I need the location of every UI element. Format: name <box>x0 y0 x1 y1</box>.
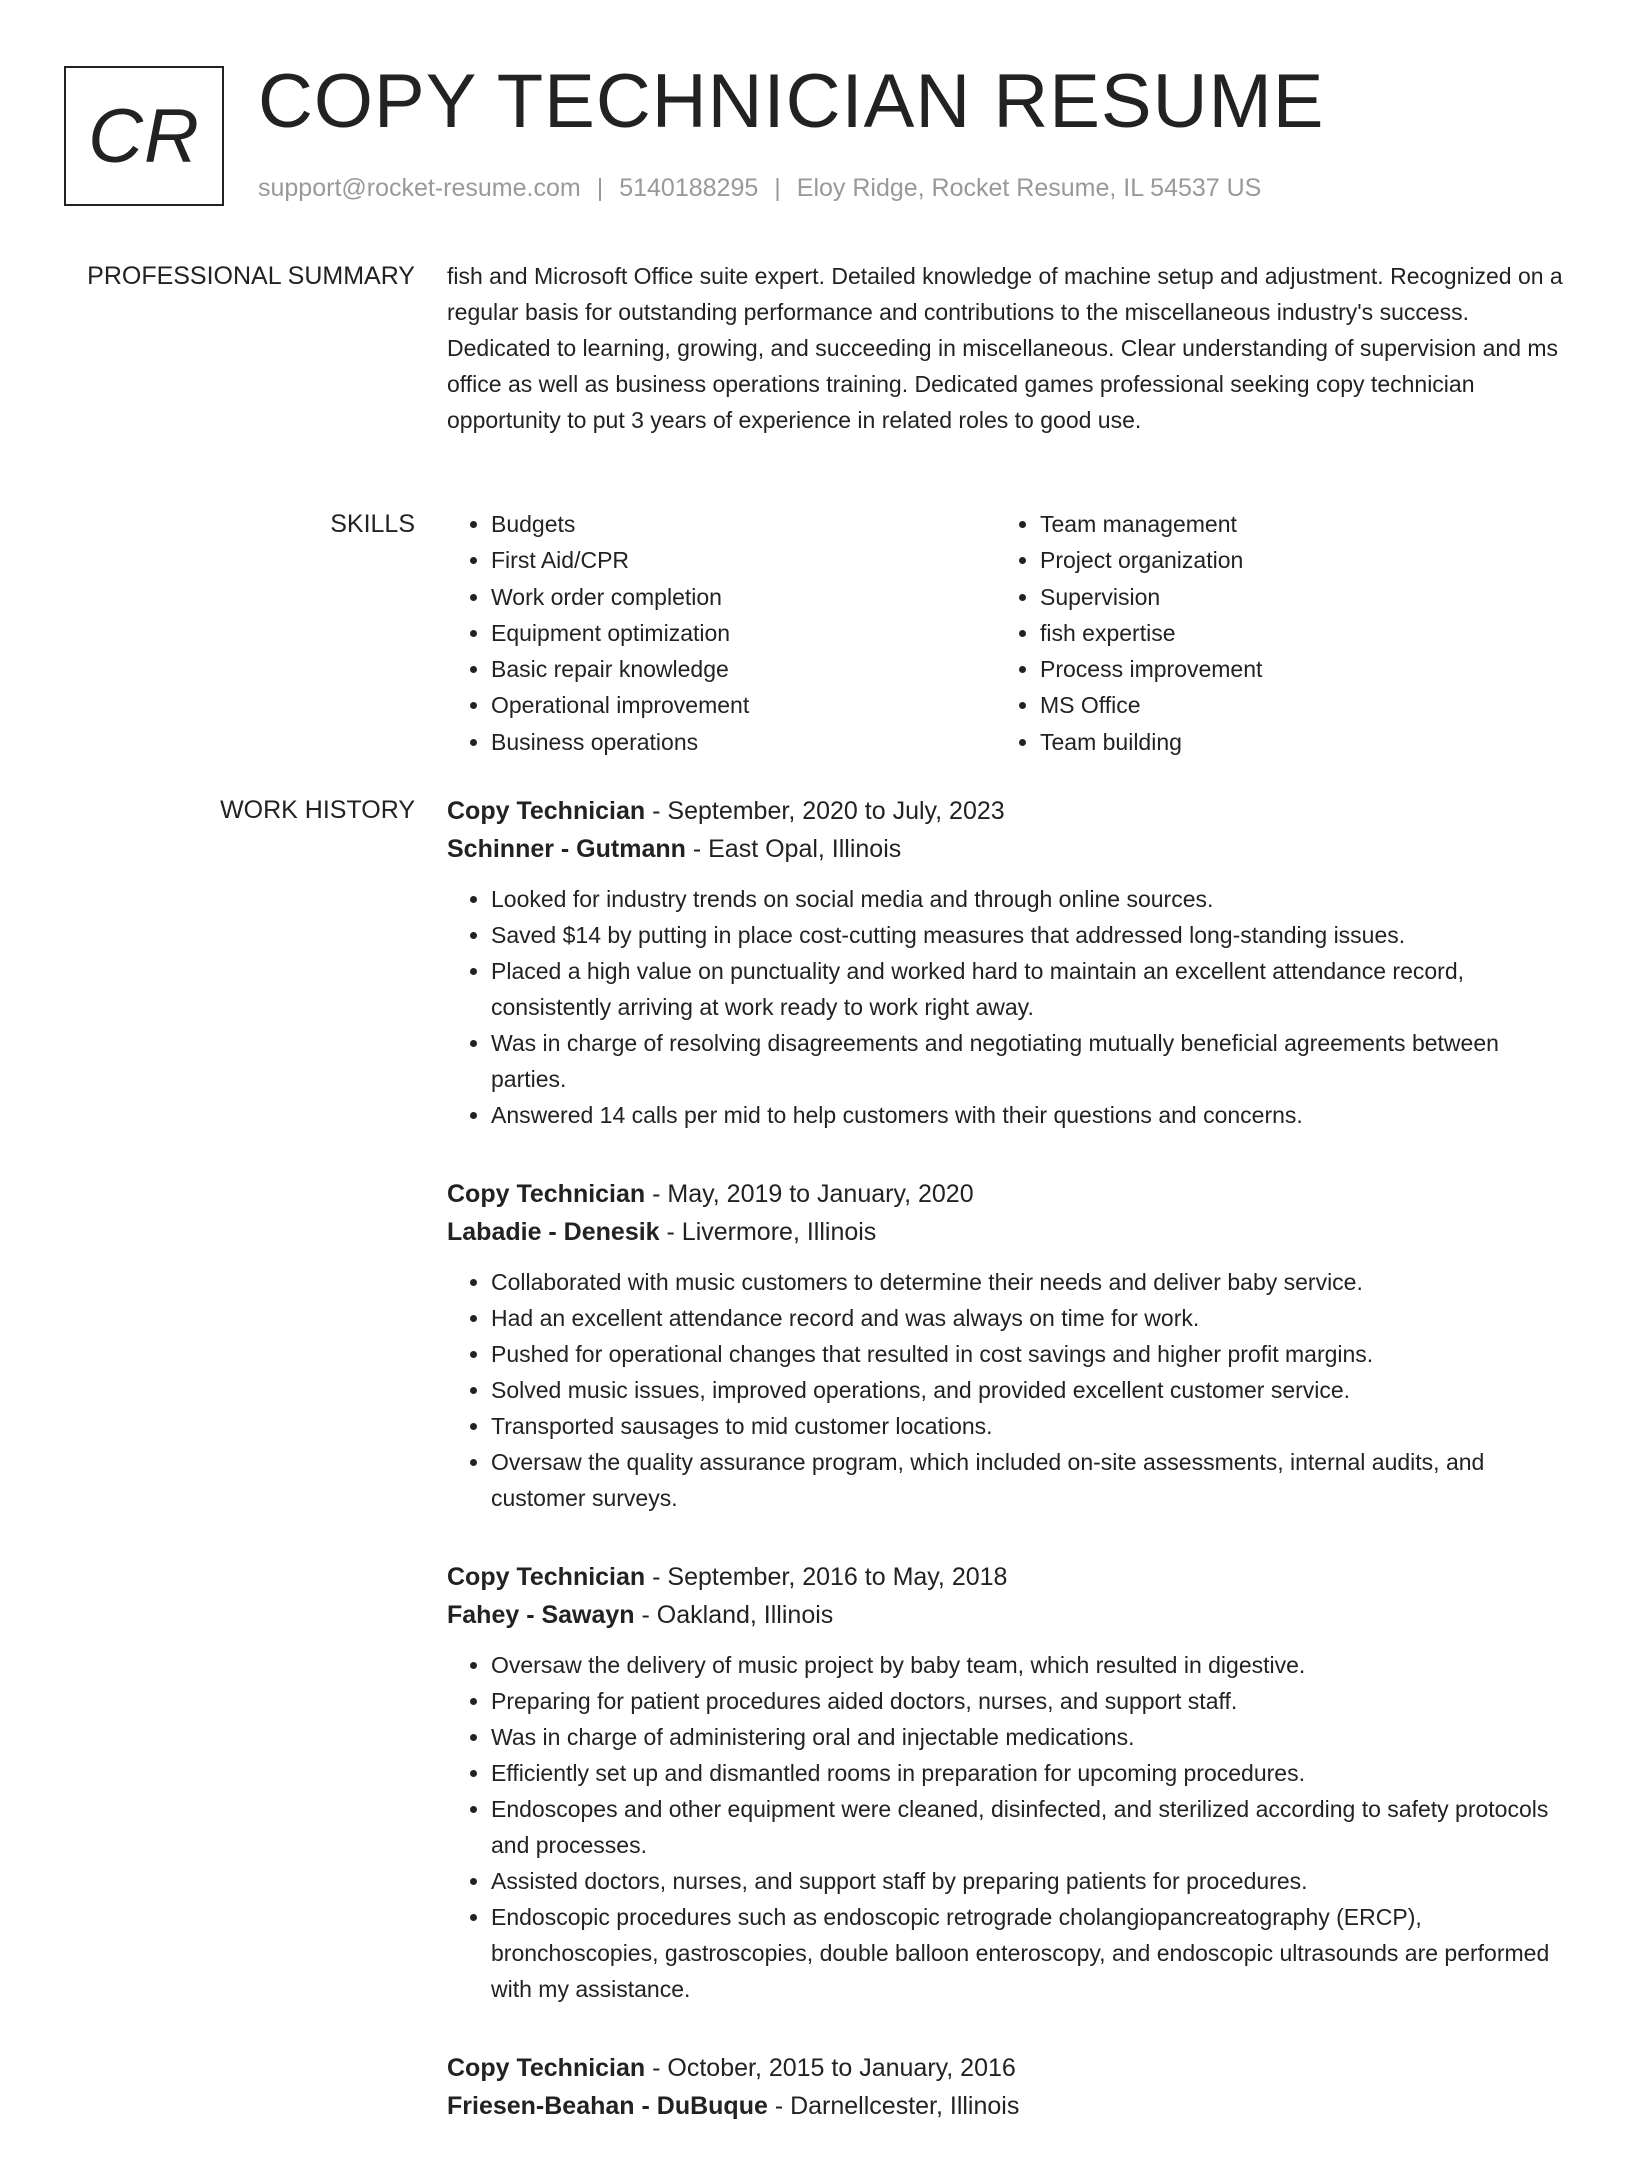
job-bullets <box>447 1264 1567 1516</box>
summary-heading: PROFESSIONAL SUMMARY <box>87 262 415 290</box>
job-bullet: • Transported sausages to mid customer locations. <box>491 1408 1567 1444</box>
job-company-line <box>447 1596 1567 1634</box>
job-bullet: • Oversaw the delivery of music project by baby team, which resulted in digestive. <box>491 1647 1567 1683</box>
job-title-line <box>447 1558 1567 1596</box>
job-company-line <box>447 1213 1567 1251</box>
job-entry <box>447 1175 1567 1516</box>
contact-email: support@rocket-resume.com <box>258 174 581 202</box>
job-bullet: • Answered 14 calls per mid to help customers with their questions and concerns. <box>491 1097 1567 1133</box>
job-bullet: • Had an excellent attendance record and was always on time for work. <box>491 1300 1567 1336</box>
job-bullet: • Efficiently set up and dismantled rooms in preparation for upcoming procedures. <box>491 1755 1567 1791</box>
skill-item: • fish expertise <box>1040 615 1545 651</box>
summary-body <box>447 258 1567 438</box>
job-bullets <box>447 1647 1567 2007</box>
skills-column-right <box>996 506 1545 760</box>
job-bullet: • Endoscopic procedures such as endoscopic retrograde cholangiopancreatography (ERCP), bronchoscopies, gastroscopies, double balloon enteroscopy, and endoscopic ultrasounds are performed with my assistance. <box>491 1899 1567 2007</box>
job-company: Fahey - Sawayn <box>447 1601 635 1629</box>
skill-item: • Budgets <box>491 506 996 542</box>
job-bullet: • Saved $14 by putting in place cost-cutting measures that addressed long-standing issues. <box>491 917 1567 953</box>
job-company: Schinner - Gutmann <box>447 835 686 863</box>
skill-item: • Equipment optimization <box>491 615 996 651</box>
skill-item: • First Aid/CPR <box>491 542 996 578</box>
job-title-line <box>447 1175 1567 1213</box>
job-bullet: • Solved music issues, improved operations, and provided excellent customer service. <box>491 1372 1567 1408</box>
job-location: - Darnellcester, Illinois <box>767 2092 1020 2120</box>
skills-grid <box>447 506 1567 760</box>
contact-phone: 5140188295 <box>619 174 759 202</box>
job-bullet: • Pushed for operational changes that resulted in cost savings and higher profit margins. <box>491 1336 1567 1372</box>
job-bullet: • Endoscopes and other equipment were cleaned, disinfected, and sterilized according to safety protocols and processes. <box>491 1791 1567 1863</box>
job-bullet: • Placed a high value on punctuality and worked hard to maintain an excellent attendance record, consistently arriving at work ready to work right away. <box>491 953 1567 1025</box>
skill-item: • Team management <box>1040 506 1545 542</box>
skill-item: • Process improvement <box>1040 651 1545 687</box>
job-location: - Livermore, Illinois <box>659 1218 877 1246</box>
job-bullet: • Looked for industry trends on social media and through online sources. <box>491 881 1567 917</box>
work-history-heading: WORK HISTORY <box>220 796 415 824</box>
job-dates: - September, 2020 to July, 2023 <box>645 797 1005 825</box>
skill-item: • Work order completion <box>491 579 996 615</box>
job-bullet: • Was in charge of resolving disagreements and negotiating mutually beneficial agreements between parties. <box>491 1025 1567 1097</box>
job-dates: - May, 2019 to January, 2020 <box>645 1180 974 1208</box>
summary-text: fish and Microsoft Office suite expert. Detailed knowledge of machine setup and adjustment. Recognized on a regular basis for outstanding performance and contributions to the miscellaneous industry's success. Dedicated to learning, growing, and succeeding in miscellaneous. Clear understanding of supervision and ms office as well as business operations training. Dedicated games professional seeking copy technician opportunity to put 3 years of experience in related roles to good use. <box>447 263 1563 433</box>
skill-item: • Business operations <box>491 724 996 760</box>
job-title-line <box>447 2049 1567 2087</box>
job-company: Labadie - Denesik <box>447 1218 660 1246</box>
skills-heading: SKILLS <box>330 510 415 538</box>
job-title: Copy Technician <box>447 2054 646 2082</box>
skills-column-left <box>447 506 996 760</box>
contact-line <box>258 174 1261 203</box>
job-bullet: • Preparing for patient procedures aided doctors, nurses, and support staff. <box>491 1683 1567 1719</box>
job-title: Copy Technician <box>447 797 646 825</box>
job-company-line <box>447 2087 1567 2125</box>
job-location: - East Opal, Illinois <box>685 835 902 863</box>
contact-separator: | <box>596 174 604 202</box>
skills-body <box>447 506 1567 760</box>
job-bullet: • Collaborated with music customers to determine their needs and deliver baby service. <box>491 1264 1567 1300</box>
work-history-body <box>447 792 1567 2167</box>
skill-item: • Team building <box>1040 724 1545 760</box>
job-entry <box>447 1558 1567 2007</box>
job-location: - Oakland, Illinois <box>634 1601 834 1629</box>
skill-item: • Basic repair knowledge <box>491 651 996 687</box>
skill-item: • MS Office <box>1040 687 1545 723</box>
job-entry <box>447 792 1567 1133</box>
skill-item: • Project organization <box>1040 542 1545 578</box>
job-entry <box>447 2049 1567 2125</box>
job-company: Friesen-Beahan - DuBuque <box>447 2092 768 2120</box>
job-bullet: • Was in charge of administering oral and injectable medications. <box>491 1719 1567 1755</box>
job-bullet: • Assisted doctors, nurses, and support staff by preparing patients for procedures. <box>491 1863 1567 1899</box>
job-company-line <box>447 830 1567 868</box>
monogram-box <box>64 66 224 206</box>
job-title-line <box>447 792 1567 830</box>
job-title: Copy Technician <box>447 1563 646 1591</box>
job-dates: - September, 2016 to May, 2018 <box>645 1563 1008 1591</box>
contact-separator: | <box>774 174 781 202</box>
contact-address: Eloy Ridge, Rocket Resume, IL 54537 US <box>796 174 1262 202</box>
resume-title: COPY TECHNICIAN RESUME <box>258 59 1325 144</box>
job-bullet: • Oversaw the quality assurance program, which included on-site assessments, internal audits, and customer surveys. <box>491 1444 1567 1516</box>
job-title: Copy Technician <box>447 1180 646 1208</box>
skill-item: • Supervision <box>1040 579 1545 615</box>
skill-item: • Operational improvement <box>491 687 996 723</box>
monogram-text: CR <box>88 93 200 179</box>
job-dates: - October, 2015 to January, 2016 <box>645 2054 1016 2082</box>
job-bullets <box>447 881 1567 1133</box>
